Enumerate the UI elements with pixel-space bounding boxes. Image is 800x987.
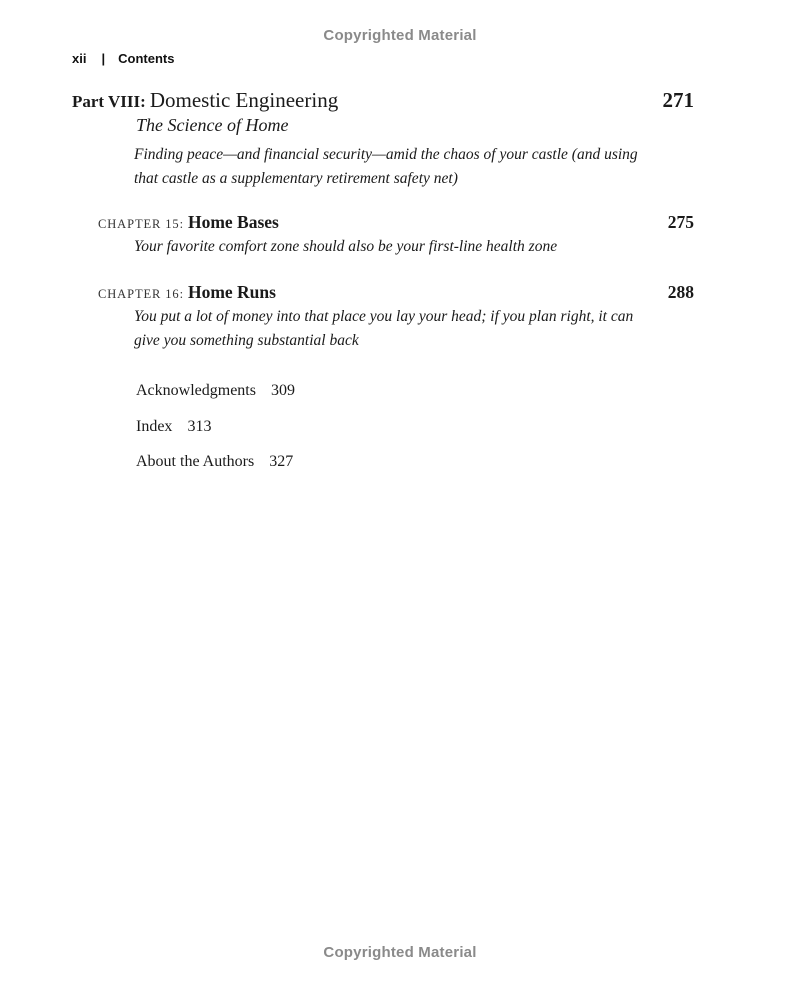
back-matter-page-number: 327 bbox=[269, 453, 294, 470]
toc-back-matter-entry[interactable] bbox=[136, 418, 211, 436]
toc-chapter-entry[interactable] bbox=[98, 282, 694, 303]
chapter-title: Home Runs bbox=[187, 282, 276, 302]
back-matter-page-number: 309 bbox=[270, 382, 295, 399]
copyright-watermark-top: Copyrighted Material bbox=[323, 27, 477, 44]
back-matter-title: Acknowledgments bbox=[136, 382, 256, 399]
copyright-watermark-bottom: Copyrighted Material bbox=[323, 944, 477, 961]
chapter-label: CHAPTER 16: bbox=[98, 287, 184, 301]
chapter-label: CHAPTER 15: bbox=[98, 217, 184, 231]
back-matter-title: Index bbox=[136, 418, 173, 435]
running-head-separator: | bbox=[101, 51, 106, 66]
chapter-description: Your favorite comfort zone should also be your first-line health zone bbox=[134, 238, 558, 255]
toc-chapter-entry[interactable] bbox=[98, 212, 694, 233]
running-head-section: Contents bbox=[118, 51, 175, 66]
chapter-title: Home Bases bbox=[187, 212, 279, 232]
folio-page-number: xii bbox=[72, 51, 87, 66]
part-subtitle: The Science of Home bbox=[136, 115, 289, 135]
part-label: Part VIII: bbox=[72, 92, 146, 111]
chapter-page-number: 275 bbox=[667, 212, 694, 232]
part-description: Finding peace—and financial security—amid the chaos of your castle (and using that castle as a supplementary retirement safety net) bbox=[134, 146, 638, 187]
part-page-number: 271 bbox=[662, 88, 694, 112]
toc-back-matter-entry[interactable] bbox=[136, 453, 293, 471]
toc-part-entry[interactable] bbox=[72, 88, 694, 113]
chapter-description: You put a lot of money into that place you lay your head; if you plan right, it can give you something substantial back bbox=[134, 308, 634, 349]
back-matter-page-number: 313 bbox=[187, 418, 212, 435]
toc-back-matter-entry[interactable] bbox=[136, 382, 295, 400]
running-head bbox=[72, 51, 174, 66]
part-title: Domestic Engineering bbox=[149, 88, 339, 112]
back-matter-title: About the Authors bbox=[136, 453, 255, 470]
chapter-page-number: 288 bbox=[667, 282, 694, 302]
